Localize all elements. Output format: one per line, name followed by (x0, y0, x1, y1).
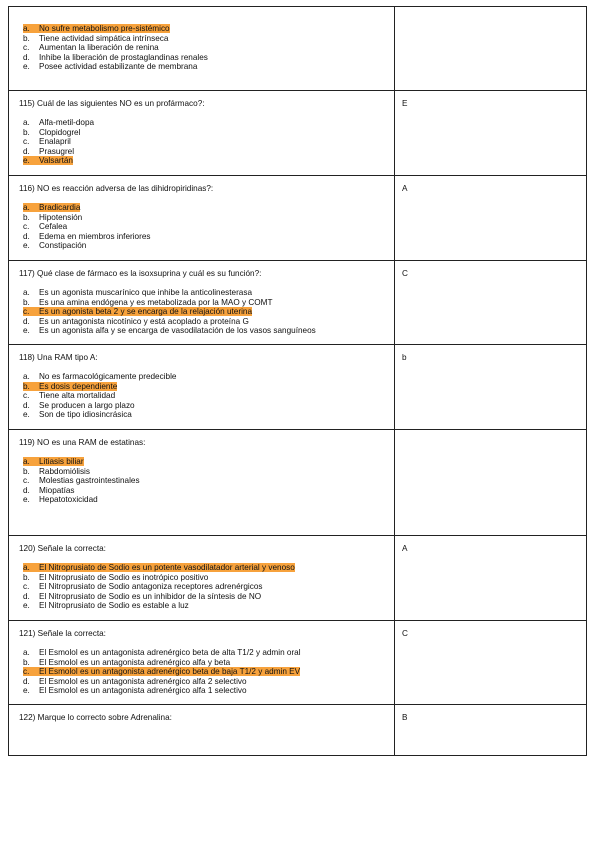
option-text-wrap (23, 677, 247, 686)
option-letter: d. (23, 676, 30, 686)
option-letter: a. (23, 457, 30, 466)
option-text: Se producen a largo plazo (39, 400, 135, 410)
option-letter: a. (23, 372, 30, 381)
option-text: Es una amina endógena y es metabolizada por la MAO y COMT (39, 297, 273, 307)
question-title: 115) Cuál de las siguientes NO es un profármaco?: (19, 99, 205, 108)
option-text: Alfa-metil-dopa (39, 118, 95, 127)
questions-table (8, 6, 587, 756)
option-letter: c. (23, 43, 30, 52)
option-item (23, 298, 394, 308)
option-text: Tiene alta mortalidad (39, 391, 116, 400)
option-item (23, 43, 394, 53)
option-letter: b. (23, 466, 30, 476)
option-text-wrap (23, 222, 67, 231)
option-text-wrap (23, 486, 75, 495)
option-text-wrap (23, 326, 316, 335)
option-text-wrap (23, 391, 115, 400)
option-letter: e. (23, 601, 30, 610)
option-list (9, 118, 394, 166)
option-text-wrap (23, 573, 208, 582)
option-letter: e. (23, 326, 30, 335)
option-text: Cefalea (39, 222, 68, 231)
question-title: 118) Una RAM tipo A: (19, 353, 98, 362)
option-letter: d. (23, 316, 30, 326)
option-text-wrap (23, 582, 262, 591)
option-text-wrap (23, 410, 132, 419)
option-letter: c. (23, 476, 30, 485)
answer-key: B (402, 713, 408, 722)
option-item (23, 203, 394, 213)
option-item (23, 137, 394, 147)
answer-key (395, 430, 586, 438)
option-letter: c. (23, 391, 30, 400)
answer-cell (395, 345, 587, 430)
option-letter: e. (23, 62, 30, 71)
option-text: El Nitroprusiato de Sodio es un inhibidor de la síntesis de NO (39, 591, 262, 601)
option-item (23, 24, 394, 34)
option-letter: e. (23, 495, 30, 504)
question-title: 122) Marque lo correcto sobre Adrenalina: (19, 713, 172, 722)
question-cell (9, 430, 395, 536)
option-list (9, 457, 394, 505)
answer-key: A (402, 184, 408, 193)
option-text: Valsartán (39, 156, 73, 165)
option-letter: a. (23, 24, 30, 33)
highlighted-answer (23, 24, 170, 33)
answer-cell (395, 7, 587, 91)
question-title: 117) Qué clase de fármaco es la isoxsuprina y cuál es su función?: (19, 269, 262, 278)
option-letter: a. (23, 203, 30, 212)
option-item (23, 401, 394, 411)
option-text: Bradicardia (39, 203, 81, 212)
option-text: El Esmolol es un antagonista adrenérgico alfa 1 selectivo (39, 686, 247, 695)
option-item (23, 53, 394, 63)
option-letter: b. (23, 127, 30, 137)
option-text-wrap (23, 62, 197, 71)
option-item (23, 156, 394, 166)
option-list (9, 563, 394, 611)
highlighted-answer (23, 307, 252, 316)
option-item (23, 601, 394, 611)
question-cell (9, 345, 395, 430)
option-item (23, 382, 394, 392)
option-text-wrap (23, 495, 98, 504)
option-item (23, 232, 394, 242)
question-row (9, 261, 587, 345)
option-text: El Esmolol es un antagonista adrenérgico alfa 2 selectivo (39, 676, 247, 686)
option-letter: d. (23, 400, 30, 410)
option-text: Es dosis dependiente (39, 381, 118, 391)
answer-key: C (402, 269, 408, 278)
option-text: Hipotensión (39, 212, 83, 222)
option-letter: a. (23, 118, 30, 127)
option-text: Litiasis biliar (39, 457, 84, 466)
option-letter: b. (23, 297, 30, 307)
option-text: Prasugrel (39, 146, 75, 156)
option-text: Rabdomiólisis (39, 466, 90, 476)
answer-cell (395, 176, 587, 261)
option-item (23, 592, 394, 602)
option-text-wrap (23, 467, 90, 476)
option-text-wrap (23, 213, 82, 222)
highlighted-answer (23, 667, 300, 676)
question-cell (9, 621, 395, 705)
question-cell (9, 176, 395, 261)
option-text: Son de tipo idiosincrásica (39, 410, 132, 419)
question-row (9, 176, 587, 261)
option-text: El Nitroprusiato de Sodio antagoniza receptores adrenérgicos (39, 582, 263, 591)
option-item (23, 326, 394, 336)
option-item (23, 391, 394, 401)
option-item (23, 213, 394, 223)
option-text-wrap (23, 686, 247, 695)
question-row (9, 705, 587, 756)
option-text: Es un agonista alfa y se encarga de vasodilatación de los vasos sanguíneos (39, 326, 316, 335)
question-cell (9, 536, 395, 621)
highlighted-answer (23, 563, 295, 572)
option-text-wrap (23, 118, 94, 127)
option-text-wrap (23, 476, 140, 485)
option-item (23, 410, 394, 420)
option-text-wrap (23, 658, 230, 667)
option-letter: a. (23, 563, 30, 572)
option-text-wrap (23, 53, 208, 62)
option-text: Aumentan la liberación de renina (39, 43, 159, 52)
option-text-wrap (23, 288, 252, 297)
question-title: 119) NO es una RAM de estatinas: (19, 438, 146, 447)
option-text: Tiene actividad simpática intrínseca (39, 33, 169, 43)
question-row (9, 91, 587, 176)
option-text: Edema en miembros inferiores (39, 231, 151, 241)
option-text: El Nitroprusiato de Sodio es un potente vasodilatador arterial y venoso (39, 563, 295, 572)
answer-cell (395, 261, 587, 345)
option-item (23, 495, 394, 505)
option-text-wrap (23, 372, 176, 381)
option-text: Inhibe la liberación de prostaglandinas renales (39, 52, 208, 62)
option-item (23, 317, 394, 327)
option-text: El Esmolol es un antagonista adrenérgico alfa y beta (39, 657, 231, 667)
highlighted-answer (23, 457, 84, 466)
option-text-wrap (23, 601, 189, 610)
option-text: Es un agonista muscarínico que inhibe la anticolinesterasa (39, 288, 253, 297)
option-letter: d. (23, 591, 30, 601)
question-sheet (8, 6, 586, 756)
option-item (23, 667, 394, 677)
answer-key: b (402, 353, 407, 362)
option-text: Posee actividad estabilizante de membrana (39, 62, 198, 71)
option-list (9, 648, 394, 696)
option-item (23, 62, 394, 72)
highlighted-answer (23, 382, 117, 391)
answer-key: E (402, 99, 408, 108)
option-text: El Esmolol es un antagonista adrenérgico beta de alta T1/2 y admin oral (39, 648, 301, 657)
option-text: Es un agonista beta 2 y se encarga de la relajación uterina (39, 307, 253, 316)
question-row (9, 345, 587, 430)
option-letter: c. (23, 137, 30, 146)
option-letter: c. (23, 667, 30, 676)
option-letter: a. (23, 648, 30, 657)
question-row (9, 536, 587, 621)
option-text-wrap (23, 34, 168, 43)
option-letter: b. (23, 33, 30, 43)
option-text-wrap (23, 317, 249, 326)
highlighted-answer (23, 203, 80, 212)
option-letter: e. (23, 241, 30, 250)
option-text-wrap (23, 241, 86, 250)
option-item (23, 563, 394, 573)
option-text: No es farmacológicamente predecible (39, 372, 177, 381)
option-text-wrap (23, 43, 159, 52)
question-row-continued (9, 7, 587, 91)
answer-key: C (402, 629, 408, 638)
option-text-wrap (23, 128, 80, 137)
question-cell (9, 91, 395, 176)
option-text-wrap (23, 137, 71, 146)
option-item (23, 686, 394, 696)
answer-key: A (402, 544, 408, 553)
question-title: 120) Señale la correcta: (19, 544, 106, 553)
option-item (23, 648, 394, 658)
option-letter: b. (23, 657, 30, 667)
option-letter: d. (23, 52, 30, 62)
question-title: 116) NO es reacción adversa de las dihidropiridinas?: (19, 184, 214, 193)
option-letter: e. (23, 156, 30, 165)
option-text-wrap (23, 232, 151, 241)
highlighted-answer (23, 156, 73, 165)
option-text: No sufre metabolismo pre-sistémico (39, 24, 170, 33)
option-item (23, 486, 394, 496)
option-item (23, 372, 394, 382)
option-item (23, 118, 394, 128)
option-letter: e. (23, 686, 30, 695)
option-letter: d. (23, 231, 30, 241)
option-letter: b. (23, 212, 30, 222)
option-text: Molestias gastrointestinales (39, 476, 140, 485)
option-list (9, 203, 394, 251)
option-text: El Nitroprusiato de Sodio es estable a luz (39, 601, 189, 610)
option-item (23, 573, 394, 583)
option-text: Constipación (39, 241, 87, 250)
question-cell (9, 7, 395, 91)
question-row (9, 430, 587, 536)
option-item (23, 241, 394, 251)
option-item (23, 128, 394, 138)
answer-cell (395, 91, 587, 176)
option-letter: a. (23, 288, 30, 297)
option-letter: c. (23, 582, 30, 591)
option-item (23, 658, 394, 668)
option-text: El Nitroprusiato de Sodio es inotrópico positivo (39, 572, 209, 582)
option-list (9, 288, 394, 336)
option-letter: b. (23, 381, 30, 391)
option-text-wrap (23, 648, 301, 657)
option-item (23, 457, 394, 467)
option-text-wrap (23, 401, 135, 410)
question-cell (9, 261, 395, 345)
option-letter: c. (23, 307, 30, 316)
option-text-wrap (23, 147, 74, 156)
option-text: Es un antagonista nicotínico y está acoplado a proteína G (39, 316, 249, 326)
option-item (23, 476, 394, 486)
option-list (9, 7, 394, 72)
question-cell (9, 705, 395, 756)
option-text-wrap (23, 298, 272, 307)
option-item (23, 147, 394, 157)
option-text: Enalapril (39, 137, 71, 146)
option-text: Hepatotoxicidad (39, 495, 98, 504)
answer-cell (395, 430, 587, 536)
option-letter: c. (23, 222, 30, 231)
option-text-wrap (23, 592, 261, 601)
option-item (23, 677, 394, 687)
answer-cell (395, 705, 587, 756)
question-row (9, 621, 587, 705)
answer-cell (395, 536, 587, 621)
option-text: Clopidogrel (39, 127, 81, 137)
option-item (23, 467, 394, 477)
answer-cell (395, 621, 587, 705)
answer-key (395, 7, 586, 15)
option-item (23, 307, 394, 317)
option-letter: b. (23, 572, 30, 582)
option-item (23, 582, 394, 592)
question-title: 121) Señale la correcta: (19, 629, 106, 638)
option-text: El Esmolol es un antagonista adrenérgico beta de baja T1/2 y admin EV (39, 667, 301, 676)
option-letter: e. (23, 410, 30, 419)
option-text: Miopatías (39, 485, 75, 495)
option-letter: d. (23, 146, 30, 156)
option-item (23, 288, 394, 298)
option-letter: d. (23, 485, 30, 495)
option-item (23, 222, 394, 232)
option-item (23, 34, 394, 44)
option-list (9, 372, 394, 420)
